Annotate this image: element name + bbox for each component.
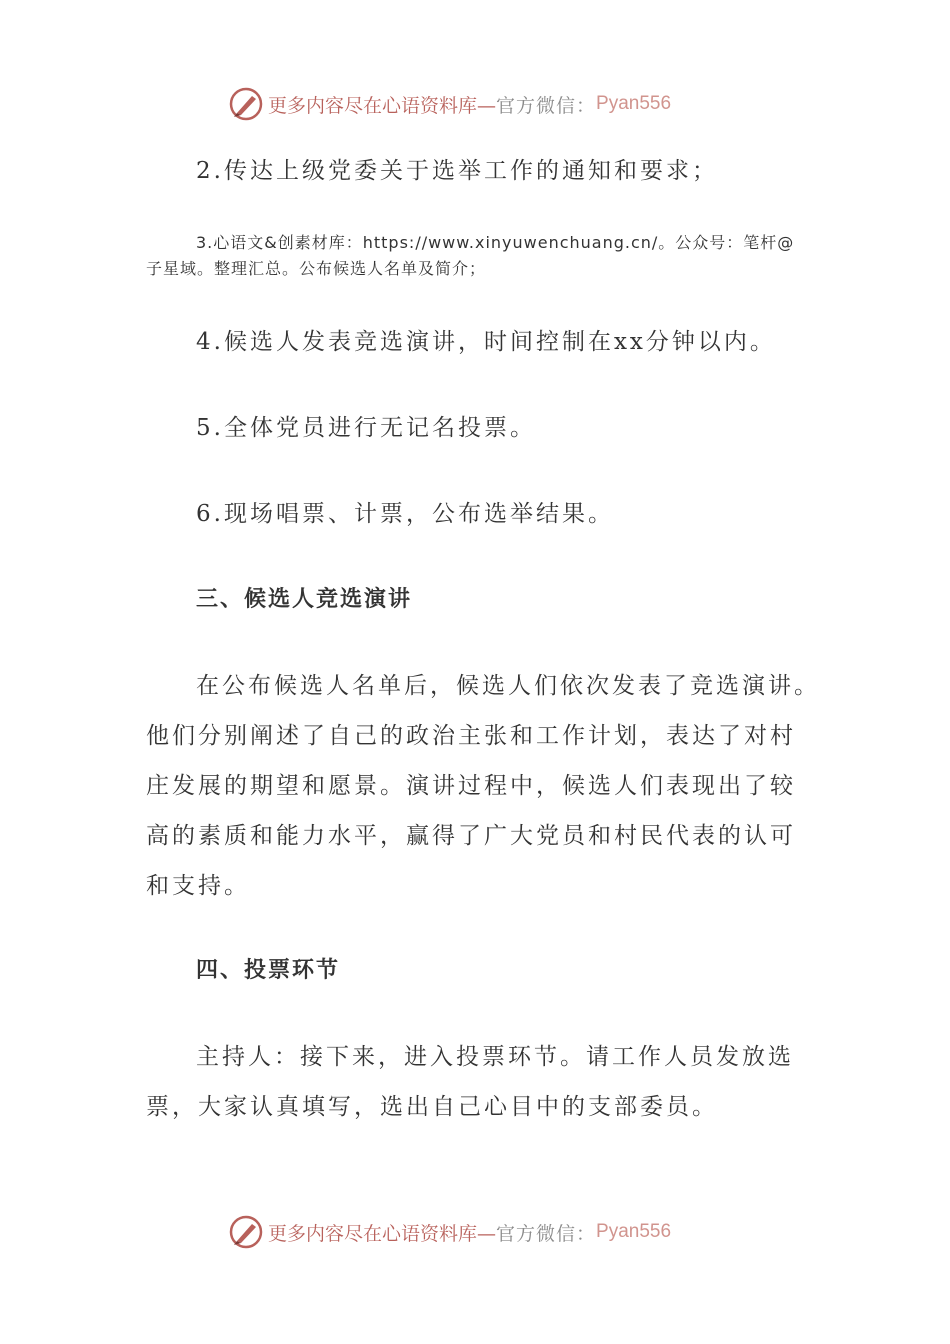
section-3-line: 他们分别阐述了自己的政治主张和工作计划，表达了对村 [146,723,796,749]
list-item-4: 4.候选人发表竞选演讲，时间控制在xx分钟以内。 [196,329,776,355]
wechat-label: 官方微信： [496,94,597,117]
footer-banner [228,1212,748,1252]
pen-logo-icon [228,86,264,122]
header-banner [228,84,748,124]
banner-text: 更多内容尽在心语资料库— [268,1222,497,1245]
wechat-label: 官方微信： [496,1222,597,1245]
section-4-line: 票，大家认真填写，选出自己心目中的支部委员。 [146,1094,718,1120]
list-item-2: 2.传达上级党委关于选举工作的通知和要求； [196,158,718,184]
list-item-6: 6.现场唱票、计票，公布选举结果。 [196,501,614,527]
section-3-line: 高的素质和能力水平，赢得了广大党员和村民代表的认可 [146,823,796,849]
section-3-line: 和支持。 [146,873,250,899]
pen-logo-icon [228,1214,264,1250]
section-3-heading: 三、候选人竞选演讲 [196,587,413,612]
list-item-5: 5.全体党员进行无记名投票。 [196,415,536,441]
wechat-id: Pyan556 [596,93,672,114]
wechat-id: Pyan556 [596,1221,672,1242]
section-3-line: 庄发展的期望和愿景。演讲过程中，候选人们表现出了较 [146,773,796,799]
banner-text: 更多内容尽在心语资料库— [268,94,497,117]
section-3-line: 在公布候选人名单后，候选人们依次发表了竞选演讲。 [196,673,820,699]
section-4-line: 主持人：接下来，进入投票环节。请工作人员发放选 [196,1044,794,1070]
list-item-3-line1: 3.心语文&创素材库：https://www.xinyuwenchuang.cn/。公众号：笔杆@ [196,233,795,252]
section-4-heading: 四、投票环节 [196,958,341,983]
list-item-3-line2: 子星域。整理汇总。公布候选人名单及简介； [146,259,487,278]
